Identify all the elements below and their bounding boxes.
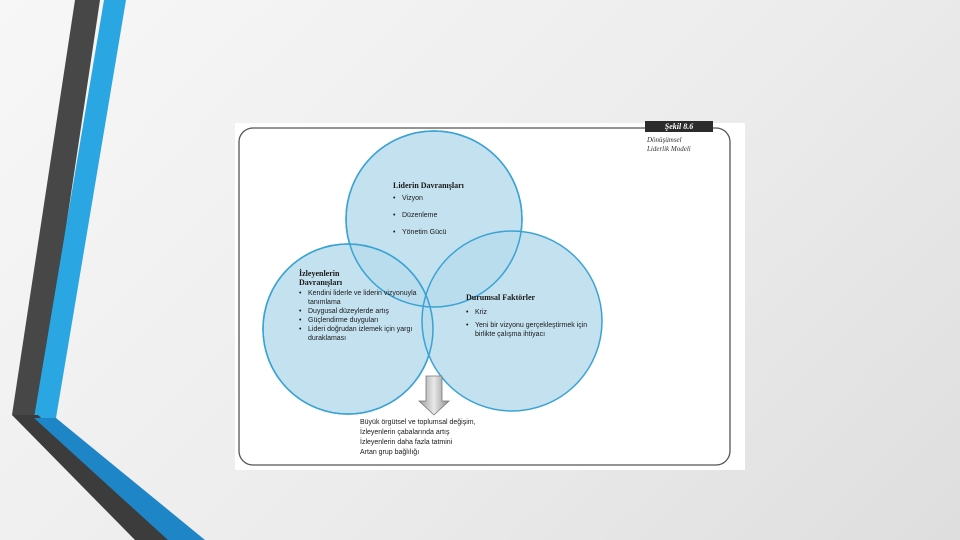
outcome-line: İzleyenlerin daha fazla tatmini bbox=[360, 439, 453, 446]
list-item: • Güçlendirme duyguları bbox=[299, 316, 417, 325]
leader-behaviors-list bbox=[393, 194, 503, 237]
down-arrow-icon bbox=[419, 376, 449, 415]
list-item: • Yönetim Gücü bbox=[393, 228, 503, 237]
list-item: • Yeni bir vizyonu gerçekleştirmek için birlikte çalışma ihtiyacı bbox=[466, 321, 606, 339]
diagram-figure bbox=[235, 123, 745, 470]
list-item: • Kendini liderle ve liderin vizyonuyla tanımlama bbox=[299, 289, 417, 307]
list-item: • Duygusal düzeylerde artış bbox=[299, 307, 417, 316]
caption-line-2: Liderlik Modeli bbox=[647, 145, 691, 153]
follower-behaviors-title bbox=[299, 269, 417, 287]
follower-behaviors-text bbox=[299, 269, 417, 343]
situational-factors-list bbox=[466, 308, 606, 339]
leader-behaviors-title: Liderin Davranışları bbox=[393, 181, 464, 190]
outcome-line: İzleyenlerin çabalarında artış bbox=[360, 429, 450, 436]
figure-badge: Şekil 8.6 bbox=[645, 121, 713, 132]
list-item: • Kriz bbox=[466, 308, 606, 317]
follower-title-line-2: Davranışları bbox=[299, 278, 343, 287]
situational-factors-title: Durumsal Faktörler bbox=[466, 293, 536, 302]
outcome-line: Artan grup bağlılığı bbox=[360, 449, 420, 456]
list-item: • Vizyon bbox=[393, 194, 503, 203]
figure-caption bbox=[647, 136, 737, 154]
caption-line-1: Dönüşümsel bbox=[647, 136, 682, 144]
follower-behaviors-list bbox=[299, 289, 417, 343]
list-item: • Düzenleme bbox=[393, 211, 503, 220]
situational-factors-text bbox=[466, 293, 606, 343]
list-item: • Lideri doğrudan izlemek için yargı duraklaması bbox=[299, 325, 417, 343]
follower-title-line-1: İzleyenlerin bbox=[299, 269, 340, 278]
dark-diagonal bbox=[12, 415, 170, 540]
leader-behaviors-text bbox=[393, 181, 503, 245]
outcome-text bbox=[360, 418, 580, 458]
outcome-line: Büyük örgütsel ve toplumsal değişim, bbox=[360, 419, 476, 426]
